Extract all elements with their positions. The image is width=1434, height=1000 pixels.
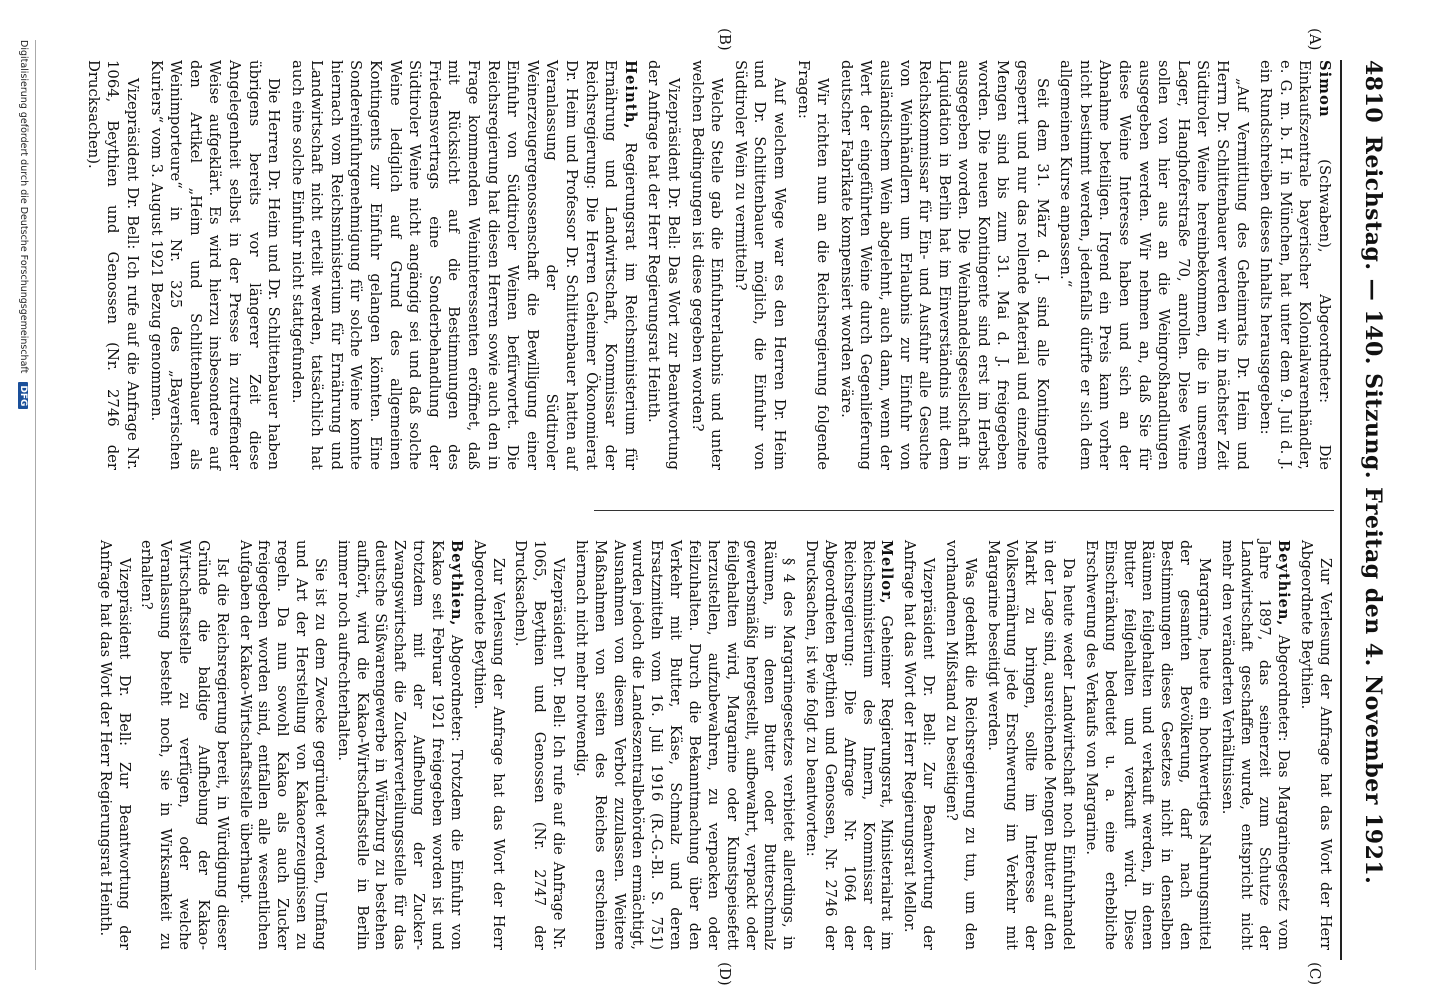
margin-mark-c: (C) — [1306, 962, 1324, 986]
paragraph: Wir richten nun an die Reichsregierung folgende Fragen: — [794, 60, 832, 470]
paragraph: Zur Verlesung der Anfrage hat das Wort der Herr Abgeordnete Beythien. — [470, 540, 506, 950]
paragraph-text: Abgeordneter: Das Margarinegesetz vom Jahre 1897, das seinerzeit zum Schutze der Landwirtschaft geschaffen wurde, entspricht nicht mehr den veränderten Verhältnissen. — [1218, 540, 1292, 950]
page-header — [1346, 60, 1386, 960]
speaker-name: Beythien, — [447, 540, 465, 627]
paragraph: Vizepräsident Dr. Bell: Ich rufe auf die Anfrage Nr. 1064, Beythien und Genossen (Nr. 2746 der Drucksachen). — [84, 60, 141, 470]
paragraph — [1217, 540, 1292, 950]
right-column — [91, 540, 1334, 950]
header-rule — [1340, 60, 1342, 960]
paragraph: Da heute weder Landwirtschaft noch Einfuhrhandel in der Lage sind, ausreichende Mengen Butter auf den Markt zu bringen, sollte im Interesse der Volksernährung jede Erschwerung im Verkehr mit Margarine beseitigt werden. — [984, 540, 1077, 950]
paragraph: Auf welchem Wege war es den Herren Dr. Heim und Dr. Schlittenbauer möglich, die Einfuhr von Südtiroler Wein zu vermitteln? — [731, 60, 788, 470]
credit-text: Digitalisierung gefördert durch die Deutsche Forschungsgemeinschaft — [18, 40, 29, 374]
paragraph: Vizepräsident Dr. Bell: Zur Beantwortung der Anfrage hat das Wort der Herr Regierungsrat Mellor. — [901, 540, 937, 950]
paragraph: Margarine, heute ein hochwertiges Nahrungsmittel der gesamten Bevölkerung, darf nach den Bestimmungen dieses Gesetzes nicht in denselben Räumen feilgehalten und verkauft werden, in denen Butter feilgehalten und verkauft wird. Diese Einschränkung bedeutet u. a. eine erhebliche Erschwerung des Verkaufs von Margarine. — [1082, 540, 1212, 950]
paragraph: Seit dem 31. März d. J. sind alle Kontingente gesperrt und nur das rollende Material und einzelne Mengen sind bis zum 31. Mai d. J. freigegeben worden. Die neuen Kontingente sind erst im Herbst ausgegeben worden. Die Weinhandelsgesellschaft in Liquidation in Berlin hat im Einverständnis mit dem Reichskommissar für Ein- und Ausfuhr alle Gesuche von Weinhändlern um Erlaubnis zur Einfuhr von ausländischem Wein abgelehnt, auch dann, wenn der Wert der eingeführten Weine durch Gegenlieferung deutscher Fabrikate kompensiert worden wäre. — [837, 60, 1051, 470]
paragraph — [1256, 60, 1334, 470]
margin-mark-b: (B) — [716, 28, 734, 51]
paragraph: § 4 des Margarinegesetzes verbietet allerdings, in Räumen, in denen Butter oder Butterschmalz gewerbsmäßig hergestellt, aufbewahrt, verpackt oder feilgehalten wird, Margarine oder Kunstspeisefett herzustellen, aufzubewahren, zu verpacken oder feilzuhalten. Durch die Bekanntmachung über den Verkehr mit Butter, Käse, Schmalz und deren Ersatzmitteln vom 16. Juli 1916 (R.-G.-Bl. S. 751) wurden jedoch die Landeszentralbehörden ermächtigt, Ausnahmen von diesem Verbot zuzulassen. Weitere Maßnahmen von seiten des Reiches erscheinen hiernach nicht mehr notwendig. — [572, 540, 797, 950]
paragraph: Vizepräsident Dr. Bell: Ich rufe auf die Anfrage Nr. 1065, Beythien und Genossen (Nr. 2747 der Drucksachen). — [512, 540, 567, 950]
page-number: 4810 — [1360, 60, 1386, 124]
speaker-name: Beythien, — [1275, 540, 1293, 627]
speaker-name: Heinth, — [621, 60, 639, 130]
paragraph: Ist die Reichsregierung bereit, in Würdigung dieser Gründe die baldige Aufhebung der Kakao-Wirtschaftsstelle zu verfügen, oder welche Veranlassung besteht noch, sie in Wirksamkeit zu erhalten? — [138, 540, 230, 950]
speaker-name: Simon — [1316, 60, 1333, 118]
digitization-credit — [18, 40, 29, 409]
paragraph — [801, 540, 895, 950]
paragraph — [287, 60, 640, 470]
paragraph: Zur Verlesung der Anfrage hat das Wort der Herr Abgeordnete Beythien. — [1298, 540, 1333, 950]
paragraph-text: Abgeordneter: Trotzdem die Einfuhr von Kakao seit Februar 1921 freigegeben worden ist und trotzdem mit der Aufhebung der Zucker-Zwangswirtschaft die Zuckerverteilungsstelle für das deutsche Süßwarengewerbe in Würzburg zu bestehen aufhört, wird die Kakao-Wirtschaftsstelle in Berlin immer noch aufrechterhalten. — [334, 540, 464, 950]
speaker-name: Mellor, — [878, 540, 896, 605]
left-column — [79, 60, 1334, 470]
paragraph: Die Herren Dr. Heim und Dr. Schlittenbauer haben übrigens bereits vor längerer Zeit diese Angelegenheit selbst in der Presse in zutreffender Weise aufgeklärt. Es wird hierzu insbesondere auf den Artikel „Heim und Schlittenbauer als Weinimporteure“ in Nr. 325 des „Bayerischen Kuriers“ vom 3. August 1921 Bezug genommen. — [147, 60, 283, 470]
paragraph-text: Regierungsrat im Reichsministerium für Ernährung und Landwirtschaft, Kommissar der Reichsregierung: Die Herren Geheimer Ökonomierat Dr. Heim und Professor Dr. Schlittenbauer hatten auf Veranlassung der Südtiroler Weinerzeugergenossenschaft die Bewilligung einer Einfuhr von Südtiroler Weinen befürwortet. Die Reichsregierung hat diesen Herren sowie auch den in Frage kommenden Weininteressenten eröffnet, daß mit Rücksicht auf die Bestimmungen des Friedensvertrags eine Sonderbehandlung der Südtiroler Weine nicht angängig sei und daß solche Weine lediglich auf Grund des allgemeinen Kontingents zur Einfuhr gelangen könnten. Eine Sondereinfuhrgenehmigung für solche Weine konnte hiernach vom Reichsministerium für Ernährung und Landwirtschaft nicht erteilt werden, tatsächlich hat auch eine solche Einfuhr nicht stattgefunden. — [288, 60, 639, 470]
running-title: Reichstag. — 140. Sitzung. Freitag den 4. November 1921. — [1360, 135, 1386, 885]
paragraph: Sie ist zu dem Zwecke gegründet worden, Umfang und Art der Herstellung von Kakaoerzeugnissen zu regeln. Da nun sowohl Kakao als auch Zucker freigegeben worden sind, entfallen alle wesentlichen Aufgaben der Kakao-Wirtschaftsstelle überhaupt. — [236, 540, 328, 950]
dfg-logo: DFG — [18, 382, 28, 409]
footer-divider — [35, 40, 36, 970]
paragraph — [333, 540, 465, 950]
column-divider — [594, 510, 1334, 511]
margin-mark-a: (A) — [1306, 28, 1324, 51]
paragraph: Vizepräsident Dr. Bell: Zur Beantwortung der Anfrage hat das Wort der Herr Regierungsrat Heinth. — [96, 540, 132, 950]
paragraph-text: Geheimer Regierungsrat, Ministerialrat im Reichsministerium des Innern, Kommissar der Reichsregierung: Die Anfrage Nr. 1064 der Abgeordneten Beythien und Genossen, Nr. 2746 der Drucksachen, ist wie folgt zu beantworten: — [803, 540, 895, 950]
paragraph-text: (Schwaben), Abgeordneter: Die Einkaufszentrale bayerischer Kolonialwarenhändler, e. G. m. b. H. in München, hat unter dem 9. Juli d. J. ein Rundschreiben dieses Inhalts herausgegeben: — [1257, 60, 1333, 470]
paragraph: „Auf Vermittlung des Geheimrats Dr. Heim und Herrn Dr. Schlittenbauer werden wir in nächster Zeit Südtiroler Weine hereinbekommen, die in unserem Lager, Hanghoferstraße 70, anrollen. Diese Weine sollen von hier aus an die Weingroßhandlungen ausgegeben werden. Wir nehmen an, daß Sie für diese Weine Interesse haben und sich an der Abnahme beteiligen. Irgend ein Preis kann vorher nicht bestimmt werden, jedenfalls dürfte er sich dem allgemeinen Kurse anpassen.“ — [1057, 60, 1251, 470]
paragraph: Was gedenkt die Reichsregierung zu tun, um den vorhandenen Mißstand zu beseitigen? — [942, 540, 978, 950]
margin-mark-d: (D) — [716, 962, 734, 986]
paragraph: Welche Stelle gab die Einfuhrerlaubnis und unter welchen Bedingungen ist diese gegeben worden? — [688, 60, 726, 470]
paragraph: Vizepräsident Dr. Bell: Das Wort zur Beantwortung der Anfrage hat der Herr Regierungsrat Heinth. — [645, 60, 682, 470]
